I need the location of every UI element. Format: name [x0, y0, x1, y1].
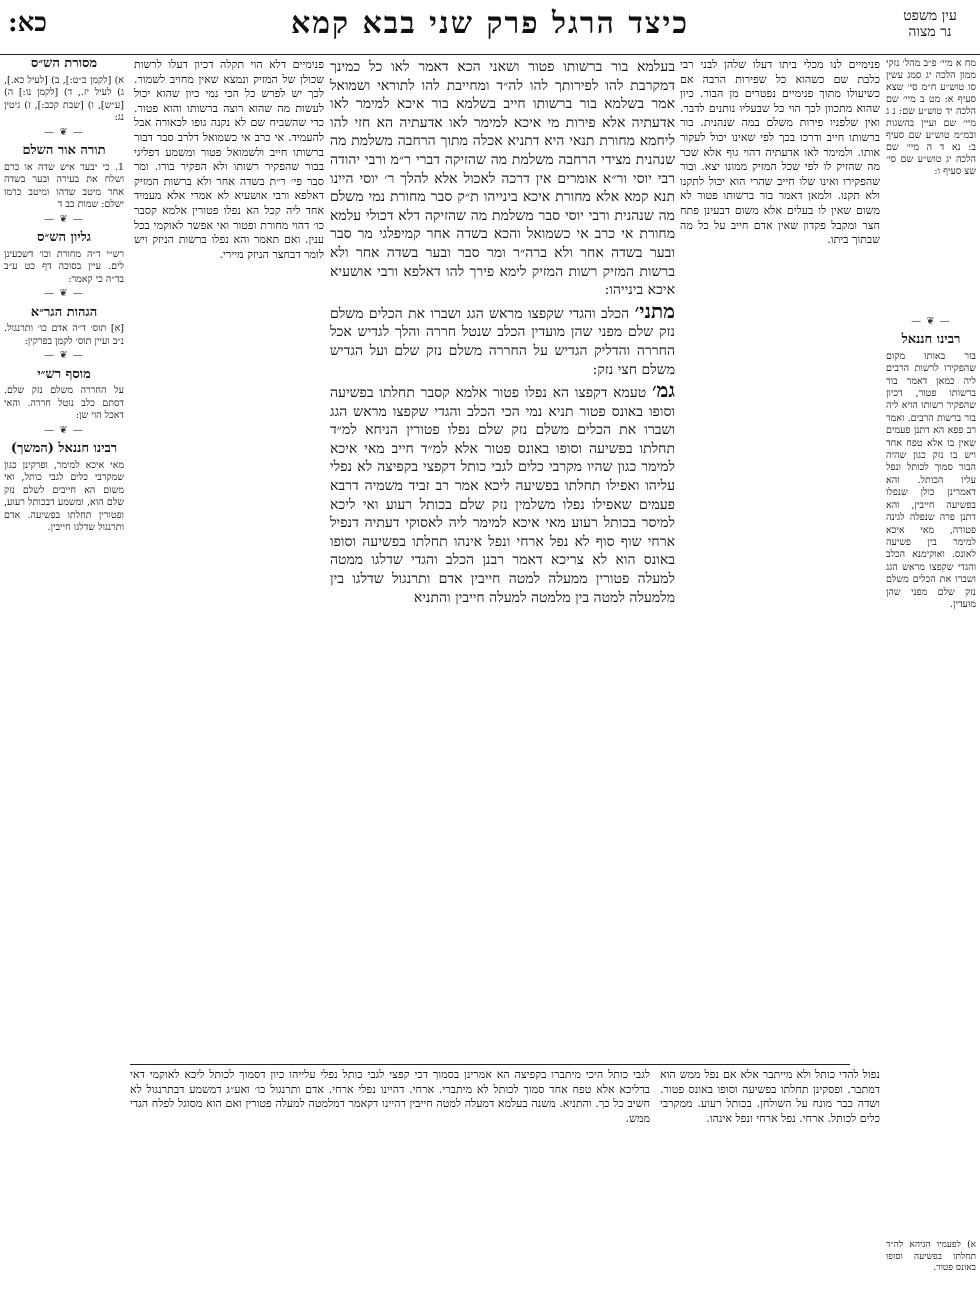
gilyon-text: רש״י ד״ה מחורת וכו׳ דשכעינן לים. עיין בסוכה דף כט ע״ב בד״ה כי קאמר:	[4, 248, 124, 285]
rabbenu-chananel-cont-text: מאי איכא למימר, ופרקינן כגון שמקרבי כלים לגבי כותל, ואי משום הא חייבים לשלם נזק שלם הוא, ומשמע דבכותל רעוע, ופטורין תחלתו בפשיעה. אדם ותרנגול שדלגו חייבין.	[4, 459, 124, 533]
daf-number: כא:	[8, 8, 47, 38]
rabbenu-chananel-text: בור באותו מקום שהפקירו לרשות הרבים ליה כמאן דאמר בור ברשותו פטור, דכיון שהפקיר רשותו הויא ליה בור ברשות הרבים. ואמר רב פפא הא דתנן פעמים שאין בו אלא טפח אחד ויש בו נזק כגון שהיה הבור סמוך לכותל ונפל עליו הכותל. והא דאמרינן כולן שנפלו בפשיעה חייבין, והא דתנן פרה שנפלה לגינה פטורה, מאי איכא למימר בין פשיעה לאונס. ואוקימנא הכלב והגדי שקפצו מראש הגג ושברו את הכלים משלם נזק שלם מפני שהן מועדין.	[886, 350, 976, 610]
gemara-column	[330, 58, 675, 1058]
torah-or-text: 1. כי יבער איש שדה או כרם ושלח את בעירה ובער בשדה אחר מיטב שדהו ומיטב כרמו ישלם: שמות כב ד	[4, 161, 124, 210]
tosafot-lower-column	[130, 1068, 650, 1298]
gilyon-title: גליון הש״ס	[37, 230, 91, 245]
mishna-lead: מתני׳	[634, 298, 675, 323]
ornament: — ❦ —	[44, 424, 84, 436]
mesoret-title: מסורת הש״ס	[30, 58, 98, 71]
lower-rule	[130, 1064, 850, 1065]
tosafot-lower-text: לגבי כותל היכי מיתברו בקפיצה הא אמרינן בסמוך דכי קפצי לגבי כותל נפלי עלייהו כיון דסמוך לכותל ליכא לאוקמי דאי בדליכא אלא טפח אחד סמוך לכותל לא מיתברי. ארחי. דהיינו נפלי ארחי. אדם ותרנגול כו׳ ואע״ג דמשמע דבתרנגול לא חשיב כל כך. והתניא. משנה בעלמא דמעלה למטה חייבין דהיינו דקאמר דמלמטה למעלה פטורין ואם הוא מסוגל לפלח הגדי ממש.	[130, 1068, 650, 1125]
musaf-rashi-text: על החררה משלם נזק שלם. דסתם כלב נוטל חררה. והאי דאכל הוי שן:	[4, 385, 124, 421]
ein-mishpat-column	[886, 58, 976, 180]
margin-column	[4, 58, 124, 1298]
header-rule	[0, 54, 980, 55]
rashi-column	[680, 58, 880, 1058]
ein-mishpat-heading: עין משפט נר מצוה	[903, 8, 957, 40]
mesoret-text: א) [לקמן כ״ט:], ב) [לעיל כא.], ג) לעיל יז., ד) [לקמן נו:] ה) [ע״ש], ו) [שבת קכב:], ז) גיטין נג:	[4, 74, 124, 123]
ein-mishpat-text: מח א מיי׳ פ״ב מהל׳ נזקי ממון הלכה יג סמג עשין סו טוש״ע ח״מ סי׳ שצא סעיף א: מט ב מיי׳ שם הלכה יד טוש״ע שם: נ ג מיי׳ שם ועיין בהשגות ובמ״מ טוש״ע שם סעיף ב: נא ד ה מיי׳ שם הלכה יג טוש״ע שם סי׳ שצ סעיף ו:	[886, 58, 976, 177]
gemara-lead: גמ׳	[651, 378, 675, 403]
footnote-text: א) לפעמיו הגיהא לה״ד תחלתו בפשיעה וסופו באונס פטור.	[886, 1240, 976, 1273]
tosafot-text: פנימיים דלא הוי תקלה דכיון דעלו לרשות שכולן של המזיק ונמצא שאין מחויב לשמור. לכך יש לפרש כל הכי נמי כיון שהוא יכול לעשות מה שהוא רוצה ברשותו והוא פטור. כדי שהשביח שם לא נקנה גופו לכאורה אבל להעמיד. אי כרב אי כשמואל דלרב סבר דבור ברשותו חייב ולשמואל פטור ומשמע דפליגי בבור שהפקיר רשותו ולא הפקיר בורו. ומר סבר פי׳ ר״ת בשדה אחר ולא ברשות המזיק דאלפא ורבי אושעיא לא אמרי אלא מעמיד אחד ליה קכל הא נפלו פטורין אלמא קסבר כו׳ דהוי מחורת ופטור ואי אפשר לאוקמי בכל ענין. ואם תאמר והא נפלו ברשות הניזק ויש לומר דבחצר הניזק מיירי.	[134, 58, 324, 261]
ornament: — ❦ —	[44, 213, 84, 225]
musaf-rashi-title: מוסף רש״י	[37, 366, 91, 382]
footnote	[886, 1240, 976, 1277]
hagahot-title: הגהות הגר״א	[30, 304, 98, 320]
rabbenu-chananel-cont-title: רבינו חננאל (המשך)	[10, 441, 118, 456]
rabbenu-chananel-column	[886, 316, 976, 613]
page-header	[0, 6, 980, 56]
ornament: — ❦ —	[44, 126, 84, 138]
hagahot-text: [א] תוס׳ ד״ה אדם כו׳ ותרנגול. נ״ב ועיין תוס׳ לקמן בפרקין:	[4, 323, 124, 347]
gemara-text-1: בעלמא בור ברשותו פטור ושאני הכא דאמר לאו כל כמינך דמקרבת להו לפירותך להו לה״ד ומחייבת להו לתוראי ושמואל אמר בשלמא בור ברשותו חייב בשלמא בור איכא למימר לאו אדעתיה אלא פירות מי איכא למימר לאו אדעתיה הא חזי להו ליחמא מחורת תנאי היא דתניא אכלה מתוך הרחבה משלמת מה שנהנית מצידי הרחבה משלמת מה שהזיקה דברי ר״מ ורבי יהודה רבי יוסי ור״א אומרים אין דרכה לאכול אלא להלך ר׳ יוסי היינו תנא קמא אלא מחורת איכא בינייהו ת״ק סבר מחורת נמי משלם מה שנהנית ורבי יוסי סבר משלמת מה שהזיקה דלא דכולי עלמא מחורת אי כרב אי כשמואל והכא בשדה אחר קמיפלגי מר סבר ובער בשדה אחר ולא ברה״ר ומר סבר ובער בשדה אחר ולא ברשות המזיק רשות המזיק לימא פירך להו דאלפא ורבי אושעיא איכא בינייהו:	[330, 59, 675, 299]
gemara-text-2: טעמא דקפצו הא נפלו פטור אלמא קסבר תחלתו בפשיעה וסופו באונס פטור תניא נמי הכי הכלב והגדי שקפצו מראש הגג ושברו את הכלים משלם נזק שלם נפלו פטורין הניחא למ״ד תחלתו בפשיעה וסופו באונס פטור אלא למ״ד חייב מאי איכא למימר כגון שהיו מקרבי כלים לגבי כותל דקפצי בקפיצה לא נפלי עליהו ואפילו תחלתו בפשיעה ליכא אמר רב זביד משמיה דרבא פעמים שאפילו נפלו משלמין נזק שלם בכותל רעוע ואי ליכא למיסר בכותל רעוע מאי איכא למימר ליה לאסוקי דעתיה דנפיל ארחי שוף סוף לא נפל ארחי ונפל אינהו תחלתו בפשיעה וסופו באונס הוא לא צריכא דאמר רבנן הכלב והגדי שדלגו ממטה למעלה פטורין ממעלה למטה חייבין אדם ותרנגול שדלגו בין מלמעלה למטה בין מלמטה למעלה חייבין והתניא	[330, 385, 675, 606]
rashi-text: פנימיים לנו מכלי ביתו דעלו שלהן לבני רבי כלבת שם כשהוא כל שפירות הרבה אם כשיעולו מתוך פנימיים נפטרים מן הבור. כיון שהוא מתכוון לכך הוי כל שבעליו נותנים לדבר. ואין שלפניו פירות משלם במה שנהנית. בור ברשותו חייב ודרכו בכך לפי שאינו יכול לעקור אותו. ולמימר לאו אדעתיה דהוי גוף אלא שכר מה שהזיק לו לפי שכל המזיק ממונו יצא. ובור שהפקירו ואינו שלו חייב שהרי הוא יכול לתקנו ולא תקנו. ולמאן דאמר בור ברשותו פטור לא משום שאין לו בעלים אלא משום דבעינן פתח חצר ומקבל פקדון שאין אדם חייב על כל מה שבתוך ביתו.	[680, 58, 880, 247]
rabbenu-chananel-title: רבינו חננאל	[901, 332, 961, 348]
mishna-text: הכלב והגדי שקפצו מראש הגג ושברו את הכלים משלם נזק שלם מפני שהן מועדין הכלב שנטל חררה והלך לגדיש אכל החררה והדליק הגדיש על החררה משלם נזק שלם ועל הגדיש משלם חצי נזק:	[330, 305, 675, 378]
tosafot-column	[134, 58, 324, 1058]
chapter-title: כיצד הרגל פרק שני בבא קמא	[290, 6, 690, 41]
ornament: — ❦ —	[44, 350, 84, 361]
rashi-lower-text: נפול להדי כותל ולא מייתבר אלא אם נפל ממש הוא דמתבר. ופסקינן תחלתו בפשיעה וסופו באונס פטור. ושדה כבר מונח על השולחן. בכותל רעוע. ממקרבי כלים לכותל. ארחי. נפל ארחי ונפל אינהו.	[660, 1068, 880, 1125]
ornament: — ❦ —	[44, 288, 84, 299]
torah-or-title: תורה אור השלם	[22, 143, 106, 158]
ornament: — ❦ —	[911, 316, 951, 327]
rashi-lower-column	[660, 1068, 880, 1298]
